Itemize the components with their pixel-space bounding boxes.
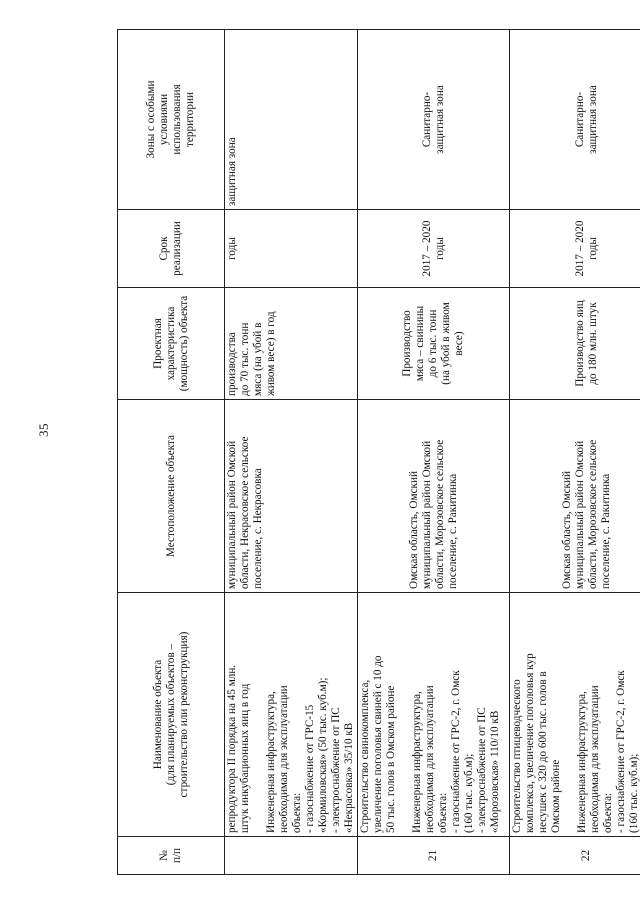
header-capacity: Проектная характеристика (мощность) объекта [118,288,225,400]
row-num: 22 [510,837,640,875]
row-name-main: Строительство птицеводческого комплекса, увеличение поголовья кур несушек с 320 до 600 тыс. голов в Омском районе [511,653,562,833]
row-term: 2017 – 2020 годы [510,210,640,288]
header-zones: Зоны с особыми условиями использования территории [118,30,225,210]
table-row [510,30,640,875]
row-zones: Санитарно- защитная зона [358,30,510,210]
table-header-row [118,30,225,875]
row-location: Омская область, Омский муниципальный район Омской области, Морозовское сельское поселение, с. Ракитинка [510,400,640,593]
header-num: № п/п [118,837,225,875]
row-name-infra: Инженерная инфраструктура, необходимая для эксплуатации объекта: - газоснабжение от ГРС-15 «Кормиловская» (50 тыс. куб.м); - электроснабжение от ПС «Некрасовка» 35/10 кВ [265,677,355,833]
header-location: Местоположение объекта [118,400,225,593]
table-row [358,30,510,875]
row-name [358,593,510,837]
row-capacity: производства до 70 тыс. тонн мяса (на убой в живом весе) в год [225,288,358,400]
row-location: муниципальный район Омской области, Некрасовское сельское поселение, с. Некрасовка [225,400,358,593]
table-row [225,30,358,875]
header-name: Наименование объекта (для планируемых объектов – строительство или реконструкция) [118,593,225,837]
rotated-table-frame [117,30,640,875]
row-name-infra: Инженерная инфраструктура, необходимая для эксплуатации объекта: - газоснабжение от ГРС-2, г. Омск (160 тыс. куб.м); [576,670,640,833]
row-capacity: Производство мяса – свинины до 6 тыс. тонн (на убой в живом весе) [358,288,510,400]
row-num: 21 [358,837,510,875]
row-name [225,593,358,837]
row-name-infra: Инженерная инфраструктура, необходимая для эксплуатации объекта: - газоснабжение от ГРС-2, г. Омск (160 тыс. куб.м); - электроснабжение от ПС «Морозовская» 110/10 кВ [411,670,501,833]
row-zones: защитная зона [225,30,358,210]
header-term: Срок реализации [118,210,225,288]
page-number: 35 [36,423,51,437]
row-name [510,593,640,837]
row-name-main: Строительство свинокомплекса, увеличение поголовья свиней с 10 до 50 тыс. голов в Омском районе [359,655,397,833]
row-location: Омская область, Омский муниципальный район Омской области, Морозовское сельское поселение, с. Ракитинка [358,400,510,593]
row-name-main: репродуктора II порядка на 45 млн. штук инкубационных яиц в год [226,664,251,833]
row-capacity: Производство яиц до 180 млн. штук [510,288,640,400]
row-term: 2017 – 2020 годы [358,210,510,288]
row-term: годы [225,210,358,288]
row-zones: Санитарно- защитная зона [510,30,640,210]
objects-table [117,29,640,875]
row-num [225,837,358,875]
